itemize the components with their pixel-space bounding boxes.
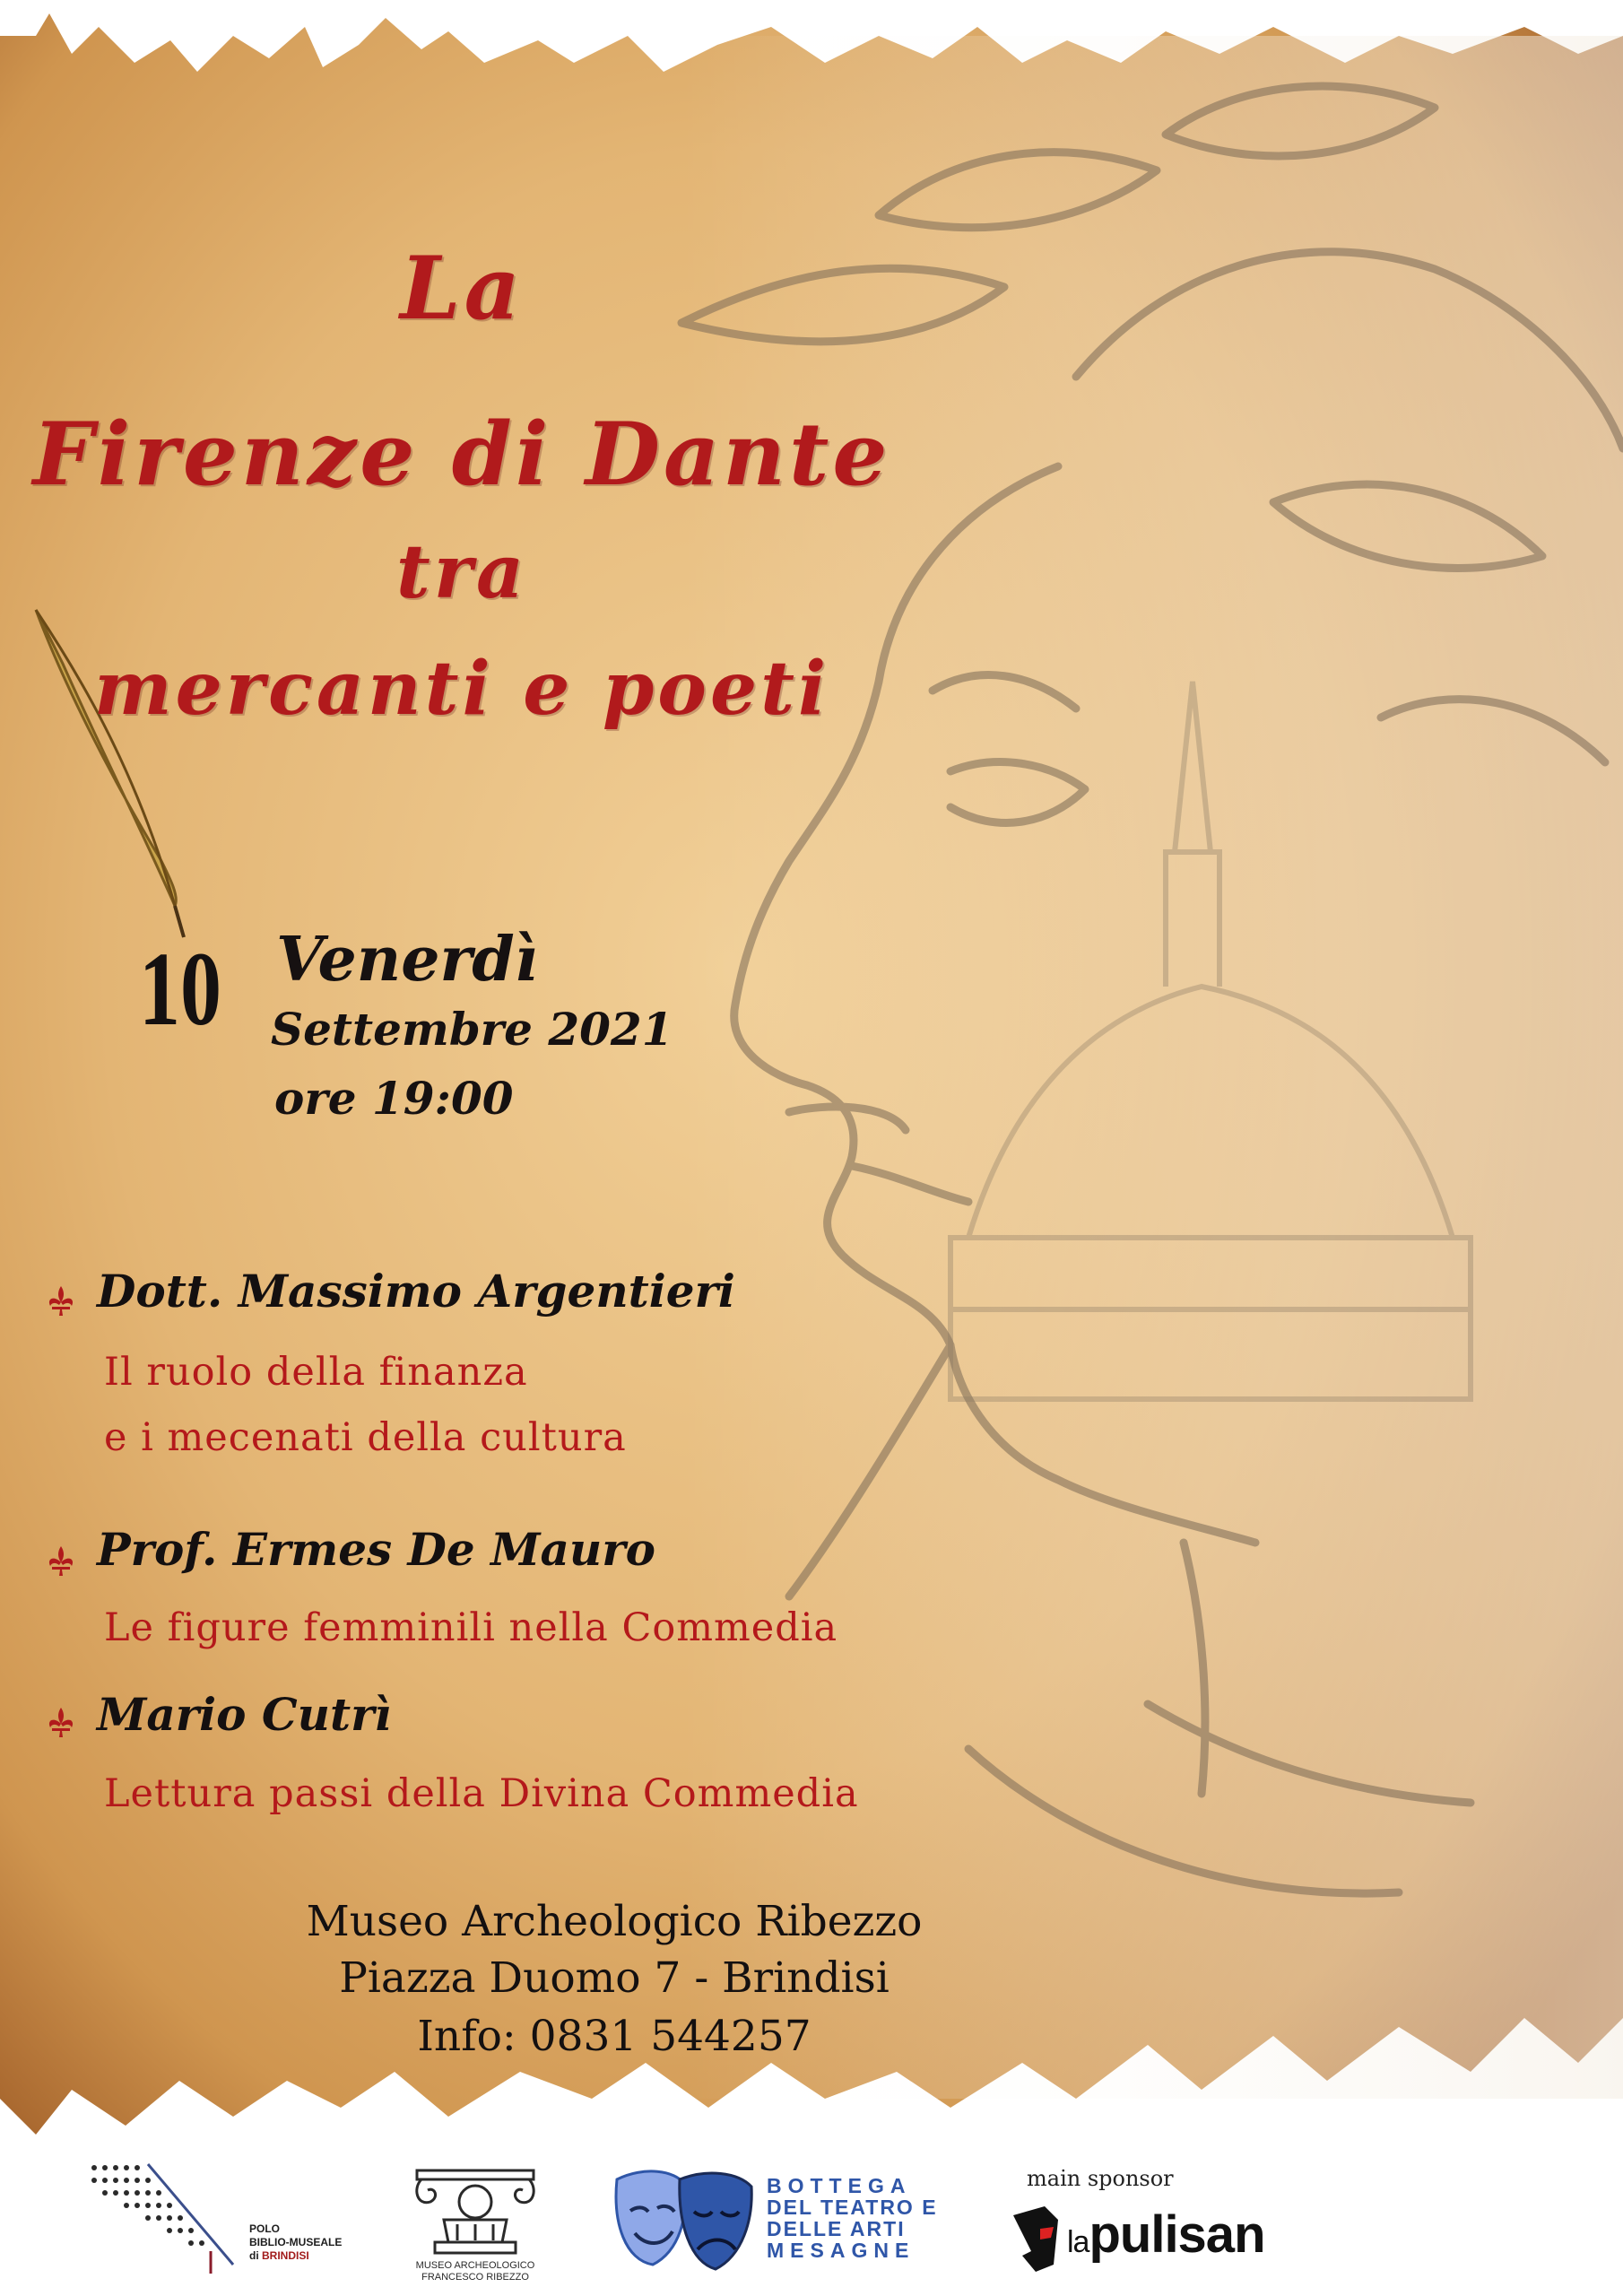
speaker-2-talk-line-1: Le figure femminili nella Commedia — [104, 1605, 838, 1650]
pulisan-logo-prefix: la — [1067, 2225, 1089, 2259]
date-time: ore 19:00 — [274, 1072, 514, 1125]
speaker-3-name: Mario Cutrì — [97, 1688, 392, 1741]
sponsor-label: main sponsor — [1027, 2166, 1174, 2191]
title-line-4: mercanti e poeti — [93, 646, 830, 732]
bottega-logo-line-1: BOTTEGA — [767, 2174, 912, 2197]
title-line-1: La — [400, 238, 524, 339]
date-weekday: Venerdì — [276, 924, 538, 996]
bottega-logo-line-4: MESAGNE — [767, 2239, 916, 2262]
pulisan-logo-icon — [1004, 2202, 1067, 2274]
museo-logo-line-2: FRANCESCO RIBEZZO — [421, 2272, 529, 2283]
polo-logo-line-3-city: BRINDISI — [262, 2249, 309, 2262]
speaker-1-name: Dott. Massimo Argentieri — [97, 1265, 735, 1318]
fleur-de-lis-icon — [43, 1283, 79, 1318]
polo-logo-line-1: POLO — [249, 2222, 281, 2235]
speaker-2-name: Prof. Ermes De Mauro — [97, 1523, 655, 1576]
speaker-3-talk-line-1: Lettura passi della Divina Commedia — [104, 1771, 859, 1816]
pulisan-logo-brand: pulisan — [1089, 2205, 1265, 2264]
venue-address: Piazza Duomo 7 - Brindisi — [339, 1953, 890, 2003]
polo-logo-line-3-prefix: di — [249, 2249, 262, 2262]
bottega-logo-line-2: DEL TEATRO E — [767, 2196, 938, 2219]
pulisan-logo — [1067, 2205, 1265, 2265]
title-line-2: Firenze di Dante — [32, 404, 891, 505]
fleur-de-lis-icon — [43, 1543, 79, 1578]
venue-name: Museo Archeologico Ribezzo — [306, 1897, 923, 1946]
venue-info-phone: Info: 0831 544257 — [417, 2012, 812, 2061]
speaker-1-talk-line-1: Il ruolo della finanza — [104, 1350, 528, 1395]
date-day: 10 — [139, 930, 222, 1048]
bottega-logo-line-3: DELLE ARTI — [767, 2217, 906, 2240]
speaker-1-talk-line-2: e i mecenati della cultura — [104, 1415, 627, 1460]
museo-logo-line-1: MUSEO ARCHEOLOGICO — [415, 2260, 535, 2271]
date-month-year: Settembre 2021 — [271, 1003, 673, 1056]
fleur-de-lis-icon — [43, 1704, 79, 1740]
polo-logo-line-2: BIBLIO-MUSEALE — [249, 2236, 343, 2248]
polo-logo-line-3 — [249, 2249, 342, 2263]
title-line-3: tra — [395, 529, 528, 615]
